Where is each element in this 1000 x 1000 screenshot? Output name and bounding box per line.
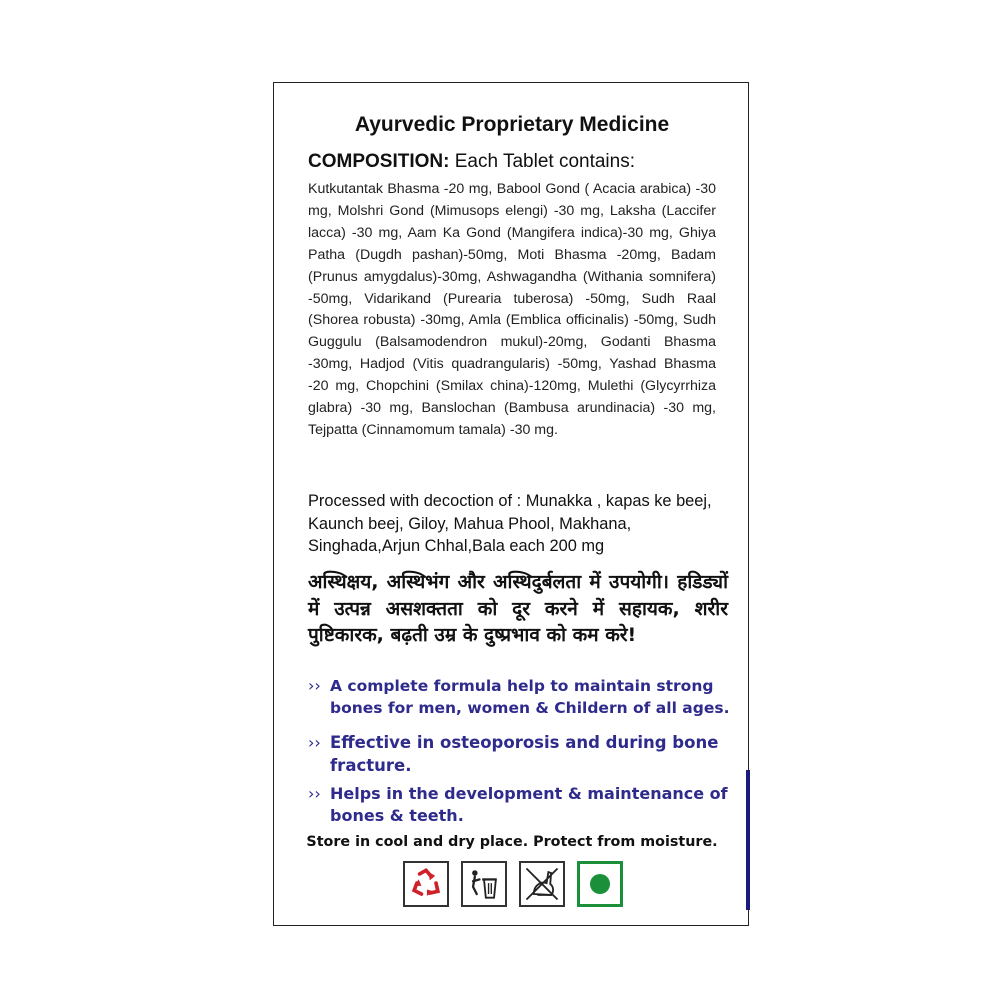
- composition-subheading: Each Tablet contains:: [449, 151, 635, 172]
- vegetarian-mark-icon: [577, 861, 623, 907]
- product-label-panel: [273, 82, 749, 926]
- chevron-right-icon: ››: [308, 784, 321, 803]
- no-animal-testing-icon: [519, 861, 565, 907]
- symbol-icons-row: [403, 861, 623, 911]
- hindi-description: अस्थिक्षय, अस्थिभंग और अस्थिदुर्बलता में उपयोगी। हडिड्यों में उत्पन्न असशक्तता को दूर करने में सहायक, शरीर पुष्टिकारक, बढ़ती उम्र के दुष्प्रभाव को कम करे!: [308, 571, 728, 646]
- processed-with-text: Processed with decoction of : Munakka , kapas ke beej, Kaunch beej, Giloy, Mahua Phool, Makhana, Singhada,Arjun Chhal,Bala each 200 mg: [308, 492, 712, 555]
- benefit-text: Helps in the development & maintenance of bones & teeth.: [330, 784, 728, 825]
- composition-heading-line: [308, 151, 635, 173]
- benefit-text: Effective in osteoporosis and during bone fracture.: [330, 733, 719, 775]
- chevron-right-icon: ››: [308, 733, 321, 752]
- storage-instructions: Store in cool and dry place. Protect from moisture.: [306, 834, 718, 850]
- chevron-right-icon: ››: [308, 676, 321, 695]
- composition-heading: COMPOSITION:: [308, 151, 450, 172]
- label-title: Ayurvedic Proprietary Medicine: [354, 113, 670, 136]
- benefit-text: A complete formula help to maintain strong bones for men, women & Childern of all ages.: [330, 677, 730, 717]
- benefit-item: [308, 731, 738, 777]
- dispose-in-bin-icon: [461, 861, 507, 907]
- ingredients-list: Kutkutantak Bhasma -20 mg, Babool Gond ( Acacia arabica) -30 mg, Molshri Gond (Mimusops elengi) -30 mg, Laksha (Laccifer lacca) -30 mg, Aam Ka Gond (Mangifera indica)-30 mg, Ghiya Patha (Dugdh pashan)-50mg, Moti Bhasma -20mg, Badam (Prunus amygdalus)-30mg, Ashwagandha (Withania somnifera) -50mg, Vidarikand (Purearia tuberosa) -50mg, Sudh Raal (Shorea robusta) -30mg, Amla (Emblica officinalis) -50mg, Sudh Guggulu (Balsamodendron mukul)-20mg, Godanti Bhasma -30mg, Hadjod (Vitis quadrangularis) -50mg, Yashad Bhasma -20 mg, Chopchini (Smilax china)-120mg, Mulethi (Glycyrrhiza glabra) -30 mg, Banslochan (Bambusa arundinacia) -30 mg, Tejpatta (Cinnamomum tamala) -30 mg.: [308, 181, 716, 438]
- recycle-icon: [403, 861, 449, 907]
- benefit-item: [308, 675, 738, 719]
- benefit-item: [308, 783, 738, 827]
- label-edge-strip: [746, 770, 750, 910]
